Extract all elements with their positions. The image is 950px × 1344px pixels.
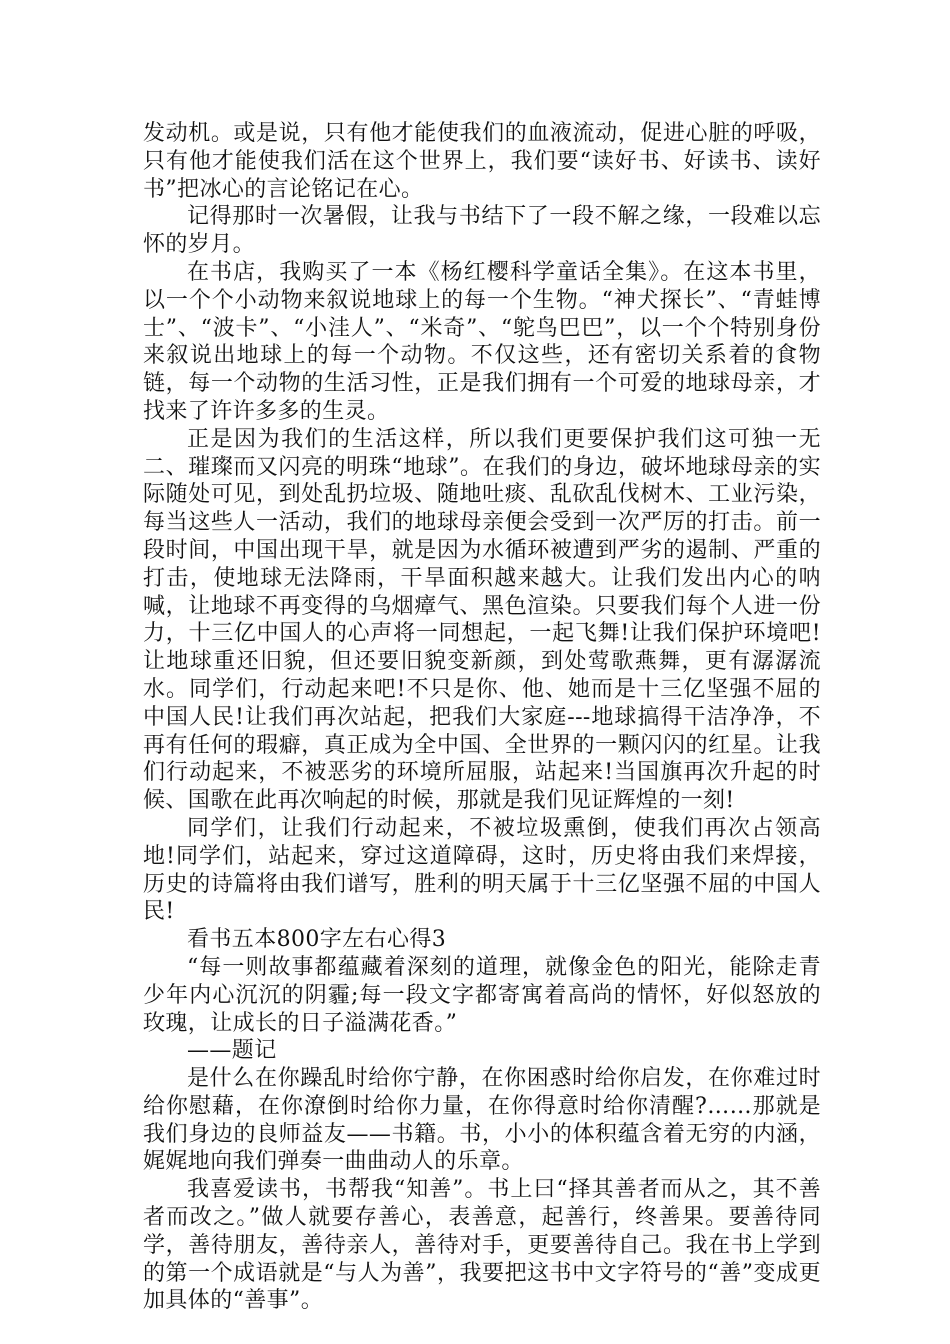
section-heading: 看书五本800字左右心得3 bbox=[187, 927, 447, 953]
paragraph: 同学们，让我们行动起来，不被垃圾熏倒，使我们再次占领高地!同学们，站起来，穿过这道障碍，这时，历史将由我们来焊接，历史的诗篇将由我们谱写，胜利的明天属于十三亿坚强不屈的中国人民! bbox=[143, 815, 821, 925]
paragraph: 在书店，我购买了一本《杨红樱科学童话全集》。在这本书里，以一个个小动物来叙说地球上的每一个生物。“神犬探长”、“青蛙博士”、“波卡”、“小洼人”、“米奇”、“鸵鸟巴巴”，以一个个特别身份来叙说出地球上的每一个动物。不仅这些，还有密切关系着的食物链，每一个动物的生活习性，正是我们拥有一个可爱的地球母亲，才找来了许许多多的生灵。 bbox=[143, 259, 821, 424]
paragraph: 正是因为我们的生活这样，所以我们更要保护我们这可独一无二、璀璨而又闪亮的明珠“地球”。在我们的身边，破坏地球母亲的实际随处可见，到处乱扔垃圾、随地吐痰、乱砍乱伐树木、工业污染，每当这些人一活动，我们的地球母亲便会受到一次严厉的打击。前一段时间，中国出现干旱，就是因为水循环被遭到严劣的遏制、严重的打击，使地球无法降雨，干旱面积越来越大。让我们发出内心的呐喊，让地球不再变得的乌烟瘴气、黑色渲染。只要我们每个人进一份力，十三亿中国人的心声将一同想起，一起飞舞!让我们保护环境吧!让地球重还旧貌，但还要旧貌变新颜，到处莺歌燕舞，更有潺潺流水。同学们，行动起来吧!不只是你、他、她而是十三亿坚强不屈的中国人民!让我们再次站起，把我们大家庭---地球搞得干洁净净，不再有任何的瑕癖，真正成为全中国、全世界的一颗闪闪的红星。让我们行动起来，不被恶劣的环境所屈服，站起来!当国旗再次升起的时候、国歌在此再次响起的时候，那就是我们见证辉煌的一刻! bbox=[143, 426, 821, 814]
paragraph: 记得那时一次暑假，让我与书结下了一段不解之缘，一段难以忘怀的岁月。 bbox=[143, 204, 821, 258]
paragraph: 发动机。或是说，只有他才能使我们的血液流动，促进心脏的呼吸，只有他才能使我们活在这个世界上，我们要“读好书、好读书、读好书”把冰心的言论铭记在心。 bbox=[143, 121, 821, 202]
epigraph-attribution: ——题记 bbox=[187, 1038, 277, 1064]
document-body bbox=[143, 120, 821, 1315]
paragraph: 是什么在你躁乱时给你宁静，在你困惑时给你启发，在你难过时给你慰藉，在你潦倒时给你力量，在你得意时给你清醒?……那就是我们身边的良师益友——书籍。书，小小的体积蕴含着无穷的内涵，娓娓地向我们弹奏一曲曲动人的乐章。 bbox=[143, 1066, 821, 1175]
paragraph: 我喜爱读书，书帮我“知善”。书上曰“择其善者而从之，其不善者而改之。”做人就要存善心，表善意，起善行，终善果。要善待同学，善待朋友，善待亲人，善待对手，更要善待自己。我在书上学到的第一个成语就是“与人为善”，我要把这书中文字符号的“善”变成更加具体的“善事”。 bbox=[143, 1177, 821, 1314]
epigraph-quote: “每一则故事都蕴藏着深刻的道理，就像金色的阳光，能除走青少年内心沉沉的阴霾;每一段文字都寄寓着高尚的情怀，好似怒放的玫瑰，让成长的日子溢满花香。” bbox=[143, 954, 821, 1036]
